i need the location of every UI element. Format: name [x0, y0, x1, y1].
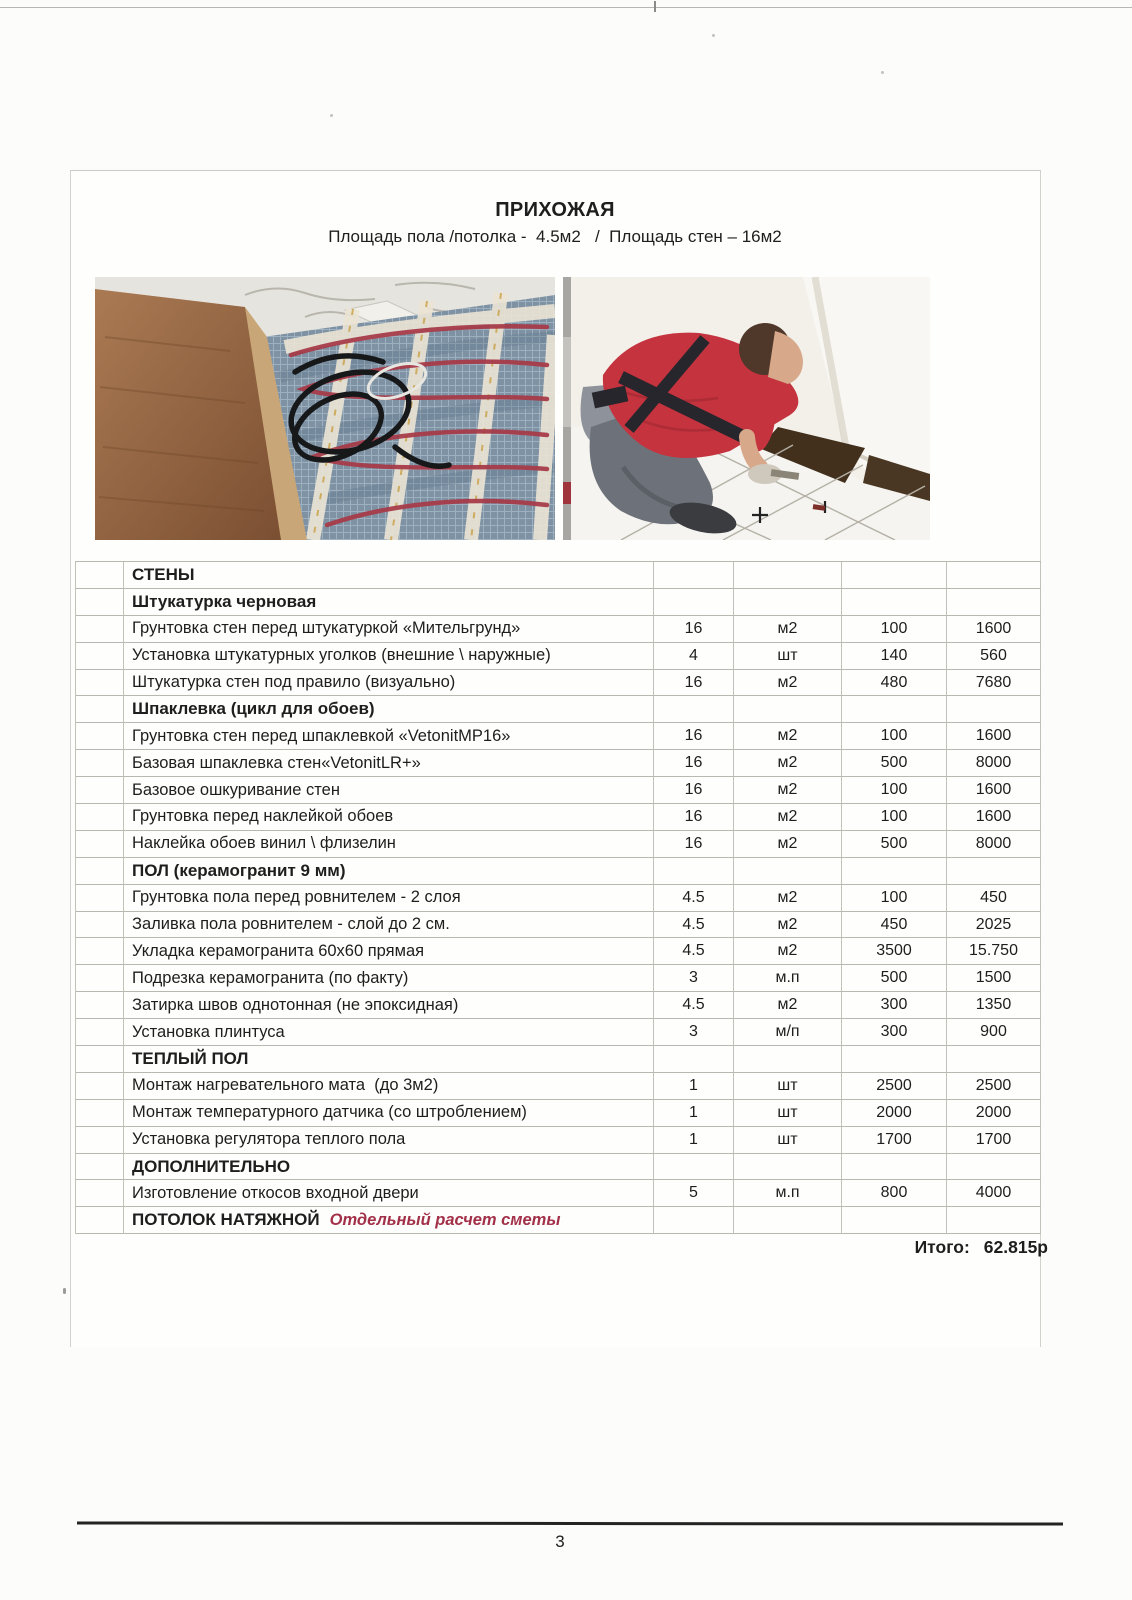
line-total-cell: 8000 — [947, 831, 1041, 858]
table-row — [76, 589, 1041, 616]
unit-cell: м2 — [734, 723, 842, 750]
quantity-cell — [654, 562, 734, 589]
work-description-cell — [124, 858, 654, 885]
table-row — [76, 965, 1041, 992]
row-margin-cell — [76, 589, 124, 616]
quantity-cell: 4.5 — [654, 912, 734, 939]
unit-price-cell — [842, 562, 947, 589]
work-description-cell — [124, 965, 654, 992]
line-total-cell: 1700 — [947, 1127, 1041, 1154]
line-total-cell: 2000 — [947, 1100, 1041, 1127]
table-row — [76, 616, 1041, 643]
work-description-cell — [124, 616, 654, 643]
line-total-cell — [947, 1207, 1041, 1234]
work-label: Изготовление откосов входной двери — [132, 1183, 419, 1202]
row-margin-cell — [76, 938, 124, 965]
unit-price-cell: 100 — [842, 885, 947, 912]
scan-speck — [712, 34, 715, 37]
quantity-cell: 16 — [654, 670, 734, 697]
unit-price-cell — [842, 1046, 947, 1073]
work-label: Шпаклевка (цикл для обоев) — [132, 699, 375, 719]
page-number: 3 — [555, 1532, 565, 1551]
heated-floor-mat-photo — [95, 277, 555, 540]
grand-total — [700, 1237, 1048, 1258]
unit-price-cell: 2000 — [842, 1100, 947, 1127]
work-label: Установка штукатурных уголков (внешние \ наружные) — [132, 646, 551, 665]
work-description-cell — [124, 1100, 654, 1127]
unit-cell: м2 — [734, 670, 842, 697]
row-margin-cell — [76, 1046, 124, 1073]
unit-price-cell: 2500 — [842, 1073, 947, 1100]
footer-rule — [77, 1521, 1063, 1525]
work-description-cell — [124, 589, 654, 616]
unit-price-cell: 500 — [842, 750, 947, 777]
work-label: Грунтовка стен перед шпаклевкой «VetonitMP16» — [132, 726, 511, 745]
work-description-cell — [124, 1046, 654, 1073]
row-margin-cell — [76, 912, 124, 939]
unit-cell: м2 — [734, 938, 842, 965]
unit-price-cell: 100 — [842, 777, 947, 804]
unit-cell: шт — [734, 1100, 842, 1127]
quantity-cell — [654, 589, 734, 616]
work-label: Монтаж нагревательного мата (до 3м2) — [132, 1076, 439, 1095]
work-label: Грунтовка перед наклейкой обоев — [132, 807, 394, 826]
quantity-cell — [654, 1154, 734, 1181]
work-description-cell — [124, 562, 654, 589]
table-row — [76, 1127, 1041, 1154]
unit-cell — [734, 1154, 842, 1181]
quantity-cell — [654, 858, 734, 885]
scan-artifact-line — [0, 7, 1132, 8]
page-subtitle: Площадь пола /потолка - 4.5м2 / Площадь стен – 16м2 — [328, 227, 782, 246]
unit-price-cell: 3500 — [842, 938, 947, 965]
table-row — [76, 1073, 1041, 1100]
grand-total-label: Итого: — [914, 1237, 970, 1257]
table-row — [76, 1207, 1041, 1234]
line-total-cell — [947, 696, 1041, 723]
work-label: СТЕНЫ — [132, 564, 195, 584]
unit-price-cell: 480 — [842, 670, 947, 697]
row-margin-cell — [76, 777, 124, 804]
line-total-cell — [947, 1046, 1041, 1073]
work-label: Грунтовка стен перед штукатуркой «Мительгрунд» — [132, 619, 521, 638]
row-margin-cell — [76, 616, 124, 643]
line-total-cell: 8000 — [947, 750, 1041, 777]
table-row — [76, 562, 1041, 589]
table-row — [76, 804, 1041, 831]
unit-price-cell: 140 — [842, 643, 947, 670]
page-title: ПРИХОЖАЯ — [495, 199, 615, 221]
quantity-cell: 5 — [654, 1180, 734, 1207]
row-margin-cell — [76, 831, 124, 858]
quantity-cell: 1 — [654, 1073, 734, 1100]
table-row — [76, 777, 1041, 804]
row-margin-cell — [76, 1207, 124, 1234]
work-description-cell — [124, 723, 654, 750]
unit-cell: м/п — [734, 1019, 842, 1046]
unit-cell: шт — [734, 1127, 842, 1154]
scan-artifact-tick — [654, 1, 656, 12]
work-description-cell — [124, 1180, 654, 1207]
work-description-cell — [124, 777, 654, 804]
line-total-cell: 15.750 — [947, 938, 1041, 965]
work-label: ДОПОЛНИТЕЛЬНО — [132, 1156, 291, 1176]
work-label: Наклейка обоев винил \ флизелин — [132, 834, 396, 853]
line-total-cell: 2500 — [947, 1073, 1041, 1100]
work-description-cell — [124, 992, 654, 1019]
unit-cell — [734, 696, 842, 723]
work-description-cell — [124, 1127, 654, 1154]
quantity-cell: 16 — [654, 616, 734, 643]
row-margin-cell — [76, 562, 124, 589]
unit-price-cell: 500 — [842, 831, 947, 858]
quantity-cell — [654, 1207, 734, 1234]
row-margin-cell — [76, 804, 124, 831]
unit-price-cell: 100 — [842, 723, 947, 750]
work-label: ПОТОЛОК НАТЯЖНОЙ — [132, 1210, 320, 1230]
scan-speck — [881, 71, 884, 74]
work-description-cell — [124, 831, 654, 858]
table-row — [76, 938, 1041, 965]
scan-speck — [63, 1288, 66, 1294]
work-description-cell — [124, 885, 654, 912]
unit-cell: м2 — [734, 831, 842, 858]
table-row — [76, 912, 1041, 939]
unit-cell — [734, 1207, 842, 1234]
unit-price-cell — [842, 1154, 947, 1181]
row-margin-cell — [76, 750, 124, 777]
work-description-cell — [124, 1019, 654, 1046]
row-margin-cell — [76, 643, 124, 670]
unit-price-cell: 500 — [842, 965, 947, 992]
work-description-cell — [124, 1154, 654, 1181]
unit-price-cell: 800 — [842, 1180, 947, 1207]
unit-cell: м2 — [734, 912, 842, 939]
unit-cell — [734, 562, 842, 589]
table-row — [76, 1100, 1041, 1127]
heated-floor-mat-illustration — [95, 277, 555, 540]
work-description-cell — [124, 1073, 654, 1100]
work-label: Подрезка керамогранита (по факту) — [132, 968, 409, 987]
quantity-cell: 16 — [654, 750, 734, 777]
quantity-cell: 4.5 — [654, 938, 734, 965]
work-label: Базовая шпаклевка стен«VetonitLR+» — [132, 753, 421, 772]
unit-price-cell: 300 — [842, 1019, 947, 1046]
unit-cell: м2 — [734, 885, 842, 912]
unit-price-cell: 1700 — [842, 1127, 947, 1154]
work-description-cell — [124, 912, 654, 939]
unit-price-cell — [842, 696, 947, 723]
line-total-cell: 450 — [947, 885, 1041, 912]
row-margin-cell — [76, 1100, 124, 1127]
work-label: ТЕПЛЫЙ ПОЛ — [132, 1048, 249, 1068]
line-total-cell: 560 — [947, 643, 1041, 670]
work-description-cell — [124, 696, 654, 723]
separate-estimate-note: Отдельный расчет сметы — [329, 1210, 561, 1229]
quantity-cell: 16 — [654, 831, 734, 858]
table-row — [76, 885, 1041, 912]
unit-cell — [734, 1046, 842, 1073]
quantity-cell: 3 — [654, 965, 734, 992]
line-total-cell: 2025 — [947, 912, 1041, 939]
tile-installation-illustration — [563, 277, 930, 540]
work-label: Установка плинтуса — [132, 1022, 285, 1041]
table-row — [76, 750, 1041, 777]
work-label: Затирка швов однотонная (не эпоксидная) — [132, 995, 459, 1014]
table-row — [76, 670, 1041, 697]
work-description-cell — [124, 938, 654, 965]
unit-cell: м2 — [734, 777, 842, 804]
line-total-cell: 1600 — [947, 804, 1041, 831]
work-label: ПОЛ (керамогранит 9 мм) — [132, 860, 346, 880]
quantity-cell: 1 — [654, 1100, 734, 1127]
table-row — [76, 723, 1041, 750]
unit-cell — [734, 589, 842, 616]
estimate-table — [75, 561, 1041, 1234]
quantity-cell: 4.5 — [654, 885, 734, 912]
line-total-cell: 1600 — [947, 616, 1041, 643]
unit-cell: м2 — [734, 804, 842, 831]
unit-cell: шт — [734, 643, 842, 670]
row-margin-cell — [76, 723, 124, 750]
work-label: Штукатурка стен под правило (визуально) — [132, 673, 456, 691]
unit-cell: м.п — [734, 965, 842, 992]
line-total-cell: 4000 — [947, 1180, 1041, 1207]
unit-cell: м2 — [734, 616, 842, 643]
line-total-cell: 1600 — [947, 723, 1041, 750]
unit-price-cell: 100 — [842, 616, 947, 643]
quantity-cell: 16 — [654, 723, 734, 750]
table-row — [76, 1019, 1041, 1046]
unit-price-cell — [842, 1207, 947, 1234]
unit-price-cell — [842, 858, 947, 885]
work-description-cell — [124, 670, 654, 697]
quantity-cell — [654, 1046, 734, 1073]
unit-price-cell: 100 — [842, 804, 947, 831]
row-margin-cell — [76, 1019, 124, 1046]
work-label: Укладка керамогранита 60х60 прямая — [132, 941, 425, 960]
table-row — [76, 1154, 1041, 1181]
work-description-cell — [124, 643, 654, 670]
unit-price-cell: 450 — [842, 912, 947, 939]
line-total-cell — [947, 1154, 1041, 1181]
row-margin-cell — [76, 858, 124, 885]
unit-cell: м2 — [734, 992, 842, 1019]
unit-cell: м.п — [734, 1180, 842, 1207]
tile-installation-photo — [563, 277, 930, 540]
quantity-cell: 4 — [654, 643, 734, 670]
row-margin-cell — [76, 1180, 124, 1207]
quantity-cell: 4.5 — [654, 992, 734, 1019]
table-row — [76, 1180, 1041, 1207]
table-row — [76, 858, 1041, 885]
work-description-cell — [124, 1207, 654, 1234]
table-row — [76, 1046, 1041, 1073]
table-row — [76, 831, 1041, 858]
work-description-cell — [124, 750, 654, 777]
work-label: Монтаж температурного датчика (со штроблением) — [132, 1103, 527, 1122]
work-label: Грунтовка пола перед ровнителем - 2 слоя — [132, 888, 461, 907]
work-description-cell — [124, 804, 654, 831]
line-total-cell: 1600 — [947, 777, 1041, 804]
work-label: Штукатурка черновая — [132, 591, 317, 611]
row-margin-cell — [76, 1073, 124, 1100]
row-margin-cell — [76, 670, 124, 697]
unit-cell — [734, 858, 842, 885]
quantity-cell: 16 — [654, 777, 734, 804]
table-row — [76, 696, 1041, 723]
unit-price-cell: 300 — [842, 992, 947, 1019]
work-label: Базовое ошкуривание стен — [132, 780, 340, 799]
line-total-cell — [947, 589, 1041, 616]
unit-cell: шт — [734, 1073, 842, 1100]
line-total-cell: 900 — [947, 1019, 1041, 1046]
line-total-cell: 1350 — [947, 992, 1041, 1019]
line-total-cell: 7680 — [947, 670, 1041, 697]
table-row — [76, 992, 1041, 1019]
row-margin-cell — [76, 1154, 124, 1181]
line-total-cell — [947, 562, 1041, 589]
row-margin-cell — [76, 1127, 124, 1154]
quantity-cell: 16 — [654, 804, 734, 831]
work-label: Установка регулятора теплого пола — [132, 1130, 406, 1149]
row-margin-cell — [76, 885, 124, 912]
row-margin-cell — [76, 696, 124, 723]
work-label: Заливка пола ровнителем - слой до 2 см. — [132, 915, 450, 934]
line-total-cell — [947, 858, 1041, 885]
grand-total-value: 62.815р — [983, 1237, 1048, 1257]
row-margin-cell — [76, 965, 124, 992]
unit-cell: м2 — [734, 750, 842, 777]
quantity-cell: 1 — [654, 1127, 734, 1154]
unit-price-cell — [842, 589, 947, 616]
quantity-cell: 3 — [654, 1019, 734, 1046]
quantity-cell — [654, 696, 734, 723]
scan-speck — [330, 114, 333, 117]
table-row — [76, 643, 1041, 670]
row-margin-cell — [76, 992, 124, 1019]
line-total-cell: 1500 — [947, 965, 1041, 992]
